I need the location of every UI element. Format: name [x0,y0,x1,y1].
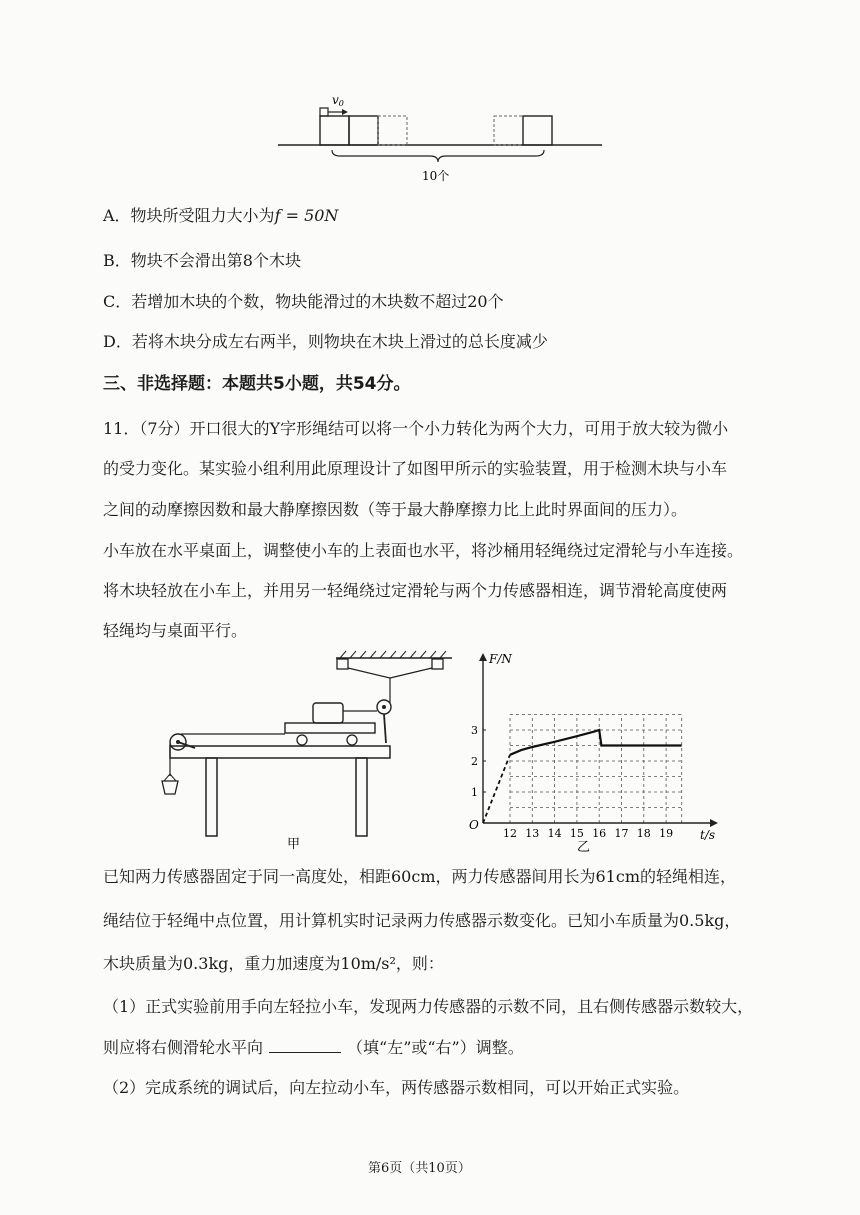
right-force-sensor [432,659,443,669]
rope-right [390,668,432,678]
force-time-chart [455,645,730,855]
q11-line-5: 将木块轻放在小车上，并用另一轻绳绕过定滑轮与两个力传感器相连，调节滑轮高度使两 [103,581,728,600]
table-leg-left [206,758,217,836]
x-tick-13: 13 [525,827,540,840]
section-title: 三、非选择题：本题共5小题，共54分。 [103,374,411,394]
x-tick-17: 17 [614,827,629,840]
rope-left [348,668,390,678]
option-d: D．若将木块分成左右两半，则物块在木块上滑过的总长度减少 [103,332,548,351]
block-2 [349,116,378,145]
sub-question-1-line-1: （1）正式实验前用手向左轻拉小车，发现两力传感器的示数不同，且右侧传感器示数较大， [103,997,754,1016]
right-pulley-rod [384,714,386,743]
table-top [170,746,390,758]
y-tick-3: 3 [471,724,478,737]
cart-wheel-left [297,735,307,745]
count-label: 10个 [422,169,450,183]
q11-line-3: 之间的动摩擦因数和最大静摩擦因数（等于最大静摩擦力比上此时界面间的压力）。 [103,500,688,519]
block-dashed-left [378,116,407,145]
cart [285,723,375,733]
cart-wheel-right [347,735,357,745]
q11-after-line-1: 已知两力传感器固定于同一高度处，相距60cm，两力传感器间用长为61cm的轻绳相连， [103,867,736,886]
series-1-solid [510,730,682,755]
option-a-formula: f = 50N [274,206,339,225]
block-1 [320,116,349,145]
answer-blank[interactable] [269,1037,341,1053]
small-block [320,108,328,116]
q11-line-4: 小车放在水平桌面上，调整使小车的上表面也水平，将沙桶用轻绳绕过定滑轮与小车连接。 [103,541,744,560]
q11-line-1: 11．（7分）开口很大的Y字形绳结可以将一个小力转化为两个大力，可用于放大较为微小 [103,419,729,438]
chart-y-axis-label: F/N [489,652,512,666]
y-axis-arrow [479,653,487,661]
v0-label: v0 [332,93,344,108]
q11-after-line-2: 绳结位于轻绳中点位置，用计算机实时记录两力传感器示数变化。已知小车质量为0.5kg， [103,911,741,930]
chart-axes [479,653,718,827]
q11-after-line-3: 木块质量为0.3kg，重力加速度为10m/s²，则： [103,954,444,973]
x-tick-15: 15 [569,827,584,840]
block-last [523,116,552,145]
figure-yi-label: 乙 [577,840,591,855]
x-axis-arrow [710,819,718,827]
series-0-dashed [483,755,510,823]
y-tick-2: 2 [471,755,478,768]
sub-question-1-line-2: 则应将右侧滑轮水平向 （填“左”或“右”）调整。 [103,1038,524,1057]
sub-question-2: （2）完成系统的调试后，向左拉动小车，两传感器示数相同，可以开始正式实验。 [103,1078,690,1097]
x-tick-19: 19 [659,827,674,840]
count-brace [332,150,544,162]
q11-line-6: 轻绳均与桌面平行。 [103,621,248,640]
apparatus-figure [150,648,460,863]
block-dashed-right [494,116,523,145]
option-c: C．若增加木块的个数，物块能滑过的木块数不超过20个 [103,292,504,311]
chart-x-axis-label: t/s [700,828,716,842]
x-tick-18: 18 [636,827,651,840]
left-force-sensor [337,659,348,669]
q11-line-2: 的受力变化。某实验小组利用此原理设计了如图甲所示的实验装置，用于检测木块与小车 [103,459,728,478]
chart-origin-label: O [469,818,479,832]
option-b: B．物块不会滑出第8个木块 [103,251,301,270]
wooden-block [313,703,343,723]
y-tick-1: 1 [471,786,478,799]
option-a: A．物块所受阻力大小为f = 50N [103,206,339,225]
blocks-figure [270,92,610,187]
x-tick-16: 16 [592,827,607,840]
sand-bucket [162,781,178,794]
page-footer: 第6页（共10页） [368,1161,471,1176]
figure-jia-label: 甲 [287,837,301,852]
x-tick-12: 12 [503,827,517,840]
table-leg-right [356,758,367,836]
x-tick-14: 14 [547,827,562,840]
